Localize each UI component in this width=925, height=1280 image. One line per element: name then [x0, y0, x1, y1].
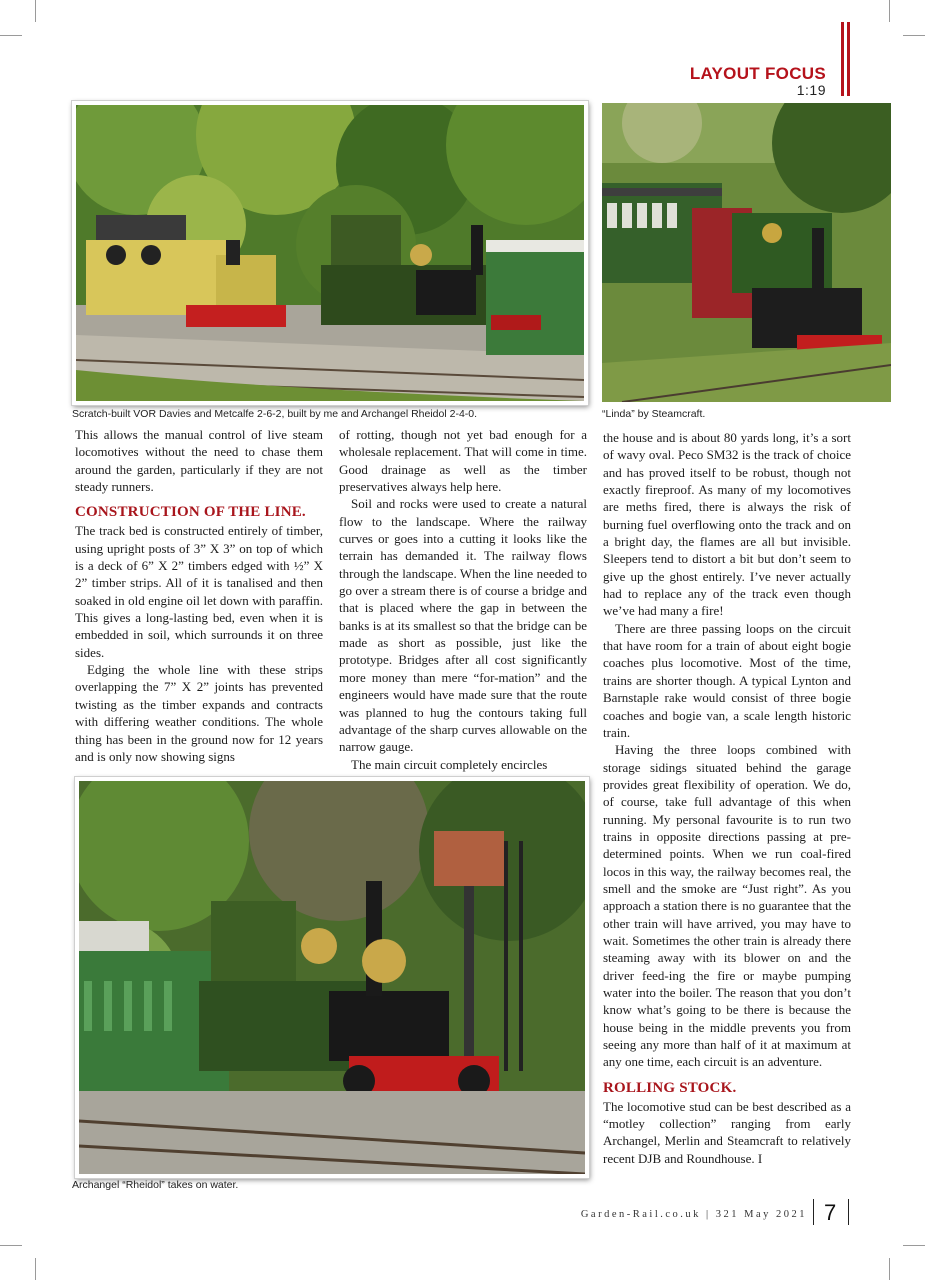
crop-mark — [903, 1245, 925, 1246]
paragraph: The track bed is constructed entirely of timber, using upright posts of 3” X 3” on top of which is a deck of 6” X 2” timbers edged with ½” X 2” timber strips. All of it is tanalised and then soaked in old engine oil let down with paraffin. This gives a long-lasting bed, even when it is embedded in soil, which surrounds it on three sides. — [75, 523, 323, 660]
photo-caption: Archangel “Rheidol” takes on water. — [72, 1179, 239, 1191]
page-number: 7 — [824, 1200, 837, 1225]
photo-linda — [602, 103, 891, 402]
photo-caption: Scratch-built VOR Davies and Metcalfe 2-6-2, built by me and Archangel Rheidol 2-4-0. — [72, 408, 478, 420]
paragraph: the house and is about 80 yards long, it’s a sort of wavy oval. Peco SM32 is the track of choice and has proved itself to be robust, though not exactly fireproof. As many of my locomotives are meths fired, there is always the risk of burning fuel overflowing onto the track and on a bright day, the flames are all but invisible. Sleepers tend to distort a bit but don’t seem to give up the ghost entirely. I’ve never actually had to replace any of the track even though we’ve had many a fire! — [603, 430, 851, 619]
section-title: LAYOUT FOCUS — [689, 64, 826, 83]
paragraph: The locomotive stud can be best described as a “motley collection” ranging from early Archangel, Merlin and Steamcraft to relatively recent DJB and Roundhouse. I — [603, 1098, 851, 1166]
photo-caption: “Linda” by Steamcraft. — [602, 408, 706, 420]
crop-mark — [0, 35, 22, 36]
scale-label: 1:19 — [796, 82, 826, 98]
crop-mark — [35, 1258, 36, 1280]
photo-linda-image — [602, 103, 891, 402]
paragraph: The main circuit completely encircles — [351, 756, 548, 772]
paragraph: Edging the whole line with these strips overlapping the 7” X 2” joints has prevented twisting as the timber expands and contracts with differing weather conditions. The whole thing has been in the ground now for 12 years and is only now showing signs — [75, 662, 323, 764]
crop-mark — [0, 1245, 22, 1246]
crop-mark — [889, 1258, 890, 1280]
photo-rheidol-water — [75, 777, 589, 1178]
text-column-1 — [75, 426, 323, 765]
footer-site-and-issue: Garden-Rail.co.uk | 321 May 2021 — [580, 1209, 807, 1220]
photo-locomotives-pair-image — [76, 105, 584, 401]
section-heading: CONSTRUCTION OF THE LINE. — [75, 504, 306, 521]
text-column-3 — [603, 429, 851, 1167]
footer-divider — [813, 1199, 814, 1225]
photo-rheidol-water-image — [79, 781, 585, 1174]
crop-mark — [903, 35, 925, 36]
paragraph: Soil and rocks were used to create a natural flow to the landscape. Where the railway curves or goes into a cutting it looks like the terrain has demanded it. The railway flows through the landscape. When the line needed to go over a stream there is of course a bridge and that is placed where the gap in between the banks is at its smallest so that the bridge can be made as short as possible, just like the prototype. Bridges after all cost significantly more money than mere “for-mation” and the engineers would have made sure that the route was planned to hug the contours taking full advantage of the sharp curves allowable on the narrow gauge. — [339, 496, 587, 755]
text-column-2 — [339, 426, 587, 773]
section-heading: ROLLING STOCK. — [603, 1079, 737, 1096]
photo-locomotives-pair — [72, 101, 588, 405]
crop-mark — [889, 0, 890, 22]
footer-divider — [848, 1199, 849, 1225]
paragraph: There are three passing loops on the circuit that have room for a train of about eight bogie coaches plus locomotive. Most of the time, trains are shorter though. A typical Lynton and Barnstaple rake would consist of three bogie coaches and bogie van, a scale length historic train. — [603, 620, 851, 740]
paragraph: of rotting, though not yet bad enough for a wholesale replacement. That will come in time. Good drainage as well as the timber preservatives always help here. — [339, 427, 587, 495]
header-accent-bar — [841, 22, 844, 96]
paragraph: Having the three loops combined with storage sidings situated behind the garage provides great flexibility of operation. We do, of course, take full advantage of this when running. My personal favourite is to run two trains in opposite directions passing at pre-determined points. When we run coal-fired locos in this way, the railway becomes real, the smell and the smoke are “Just right”. As you approach a station there is no guarantee that the other train will have arrived, you may have to wait. Sometimes the other train is already there steaming away with its blower on and the driver feed-ing the fire or maybe pumping water into the boiler. The reason that you don’t know what’s going to be there is because the house being in the middle prevents you from seeing any more than half of it at maximum at any one time, each circuit is an adventure. — [603, 742, 851, 1070]
header-accent-bar — [847, 22, 850, 96]
paragraph: This allows the manual control of live steam locomotives without the need to chase them around the garden, particularly if they are not steady runners. — [75, 427, 323, 495]
crop-mark — [35, 0, 36, 22]
